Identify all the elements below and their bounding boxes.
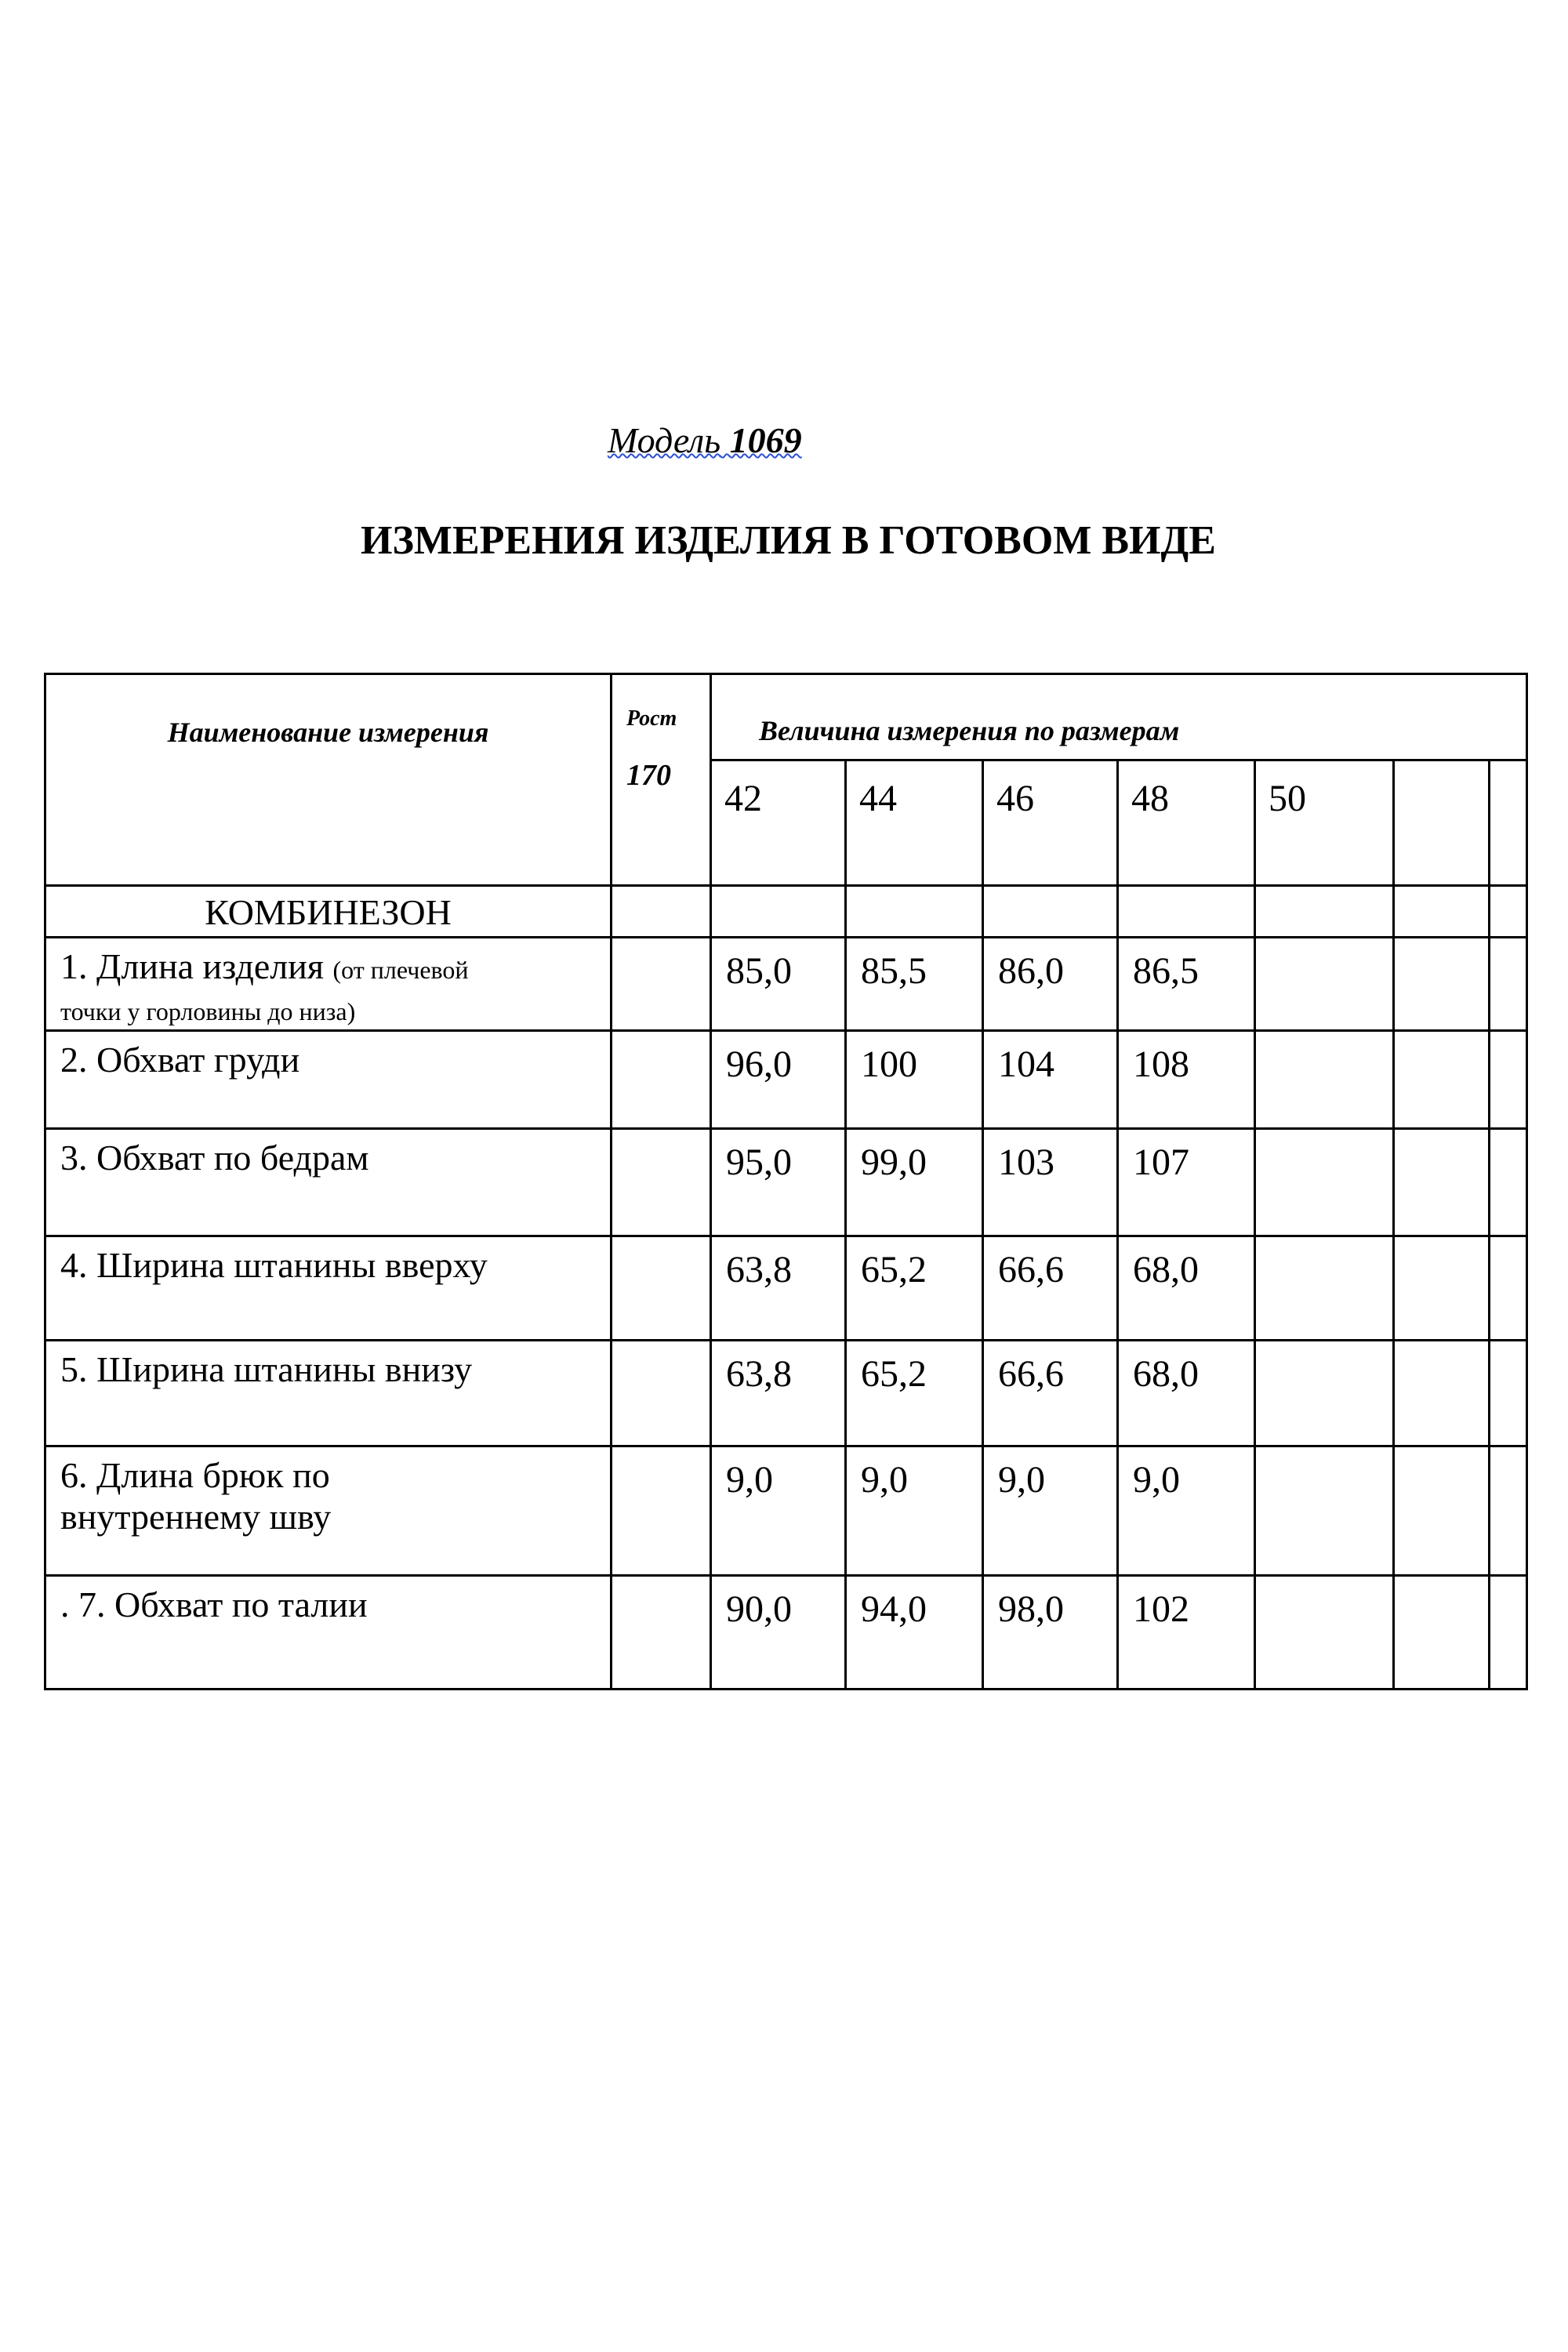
value-cell: 68,0 xyxy=(1118,1340,1255,1446)
height-cell xyxy=(612,1446,711,1575)
table-row xyxy=(45,1236,1527,1340)
value-cell: 9,0 xyxy=(846,1446,983,1575)
table-row xyxy=(45,1575,1527,1689)
size-header xyxy=(1490,760,1527,886)
value-cell: 103 xyxy=(983,1128,1118,1236)
value-cell: 96,0 xyxy=(711,1030,846,1128)
value-cell: 98,0 xyxy=(983,1575,1118,1689)
measurement-name: . 7. Обхват по талии xyxy=(45,1575,612,1689)
size-header: 44 xyxy=(846,760,983,886)
value-cell: 9,0 xyxy=(1118,1446,1255,1575)
size-header: 46 xyxy=(983,760,1118,886)
measurement-name: 4. Ширина штанины вверху xyxy=(45,1236,612,1340)
value-cell xyxy=(1255,1030,1394,1128)
size-header xyxy=(1394,760,1490,886)
model-word: Модель xyxy=(608,420,721,460)
height-cell xyxy=(612,1236,711,1340)
empty-cell xyxy=(983,886,1118,938)
value-cell: 9,0 xyxy=(711,1446,846,1575)
value-cell xyxy=(1255,938,1394,1031)
empty-cell xyxy=(1255,886,1394,938)
height-label: Рост xyxy=(626,706,677,731)
value-cell: 66,6 xyxy=(983,1340,1118,1446)
value-cell: 65,2 xyxy=(846,1340,983,1446)
value-cell xyxy=(1255,1128,1394,1236)
value-cell xyxy=(1490,1030,1527,1128)
value-cell xyxy=(1490,1446,1527,1575)
value-cell: 108 xyxy=(1118,1030,1255,1128)
size-header: 50 xyxy=(1255,760,1394,886)
value-cell xyxy=(1394,1128,1490,1236)
table-row xyxy=(45,1030,1527,1128)
size-header: 48 xyxy=(1118,760,1255,886)
sizes-span-header: Величина измерения по размерам xyxy=(711,674,1527,760)
value-cell xyxy=(1490,1128,1527,1236)
value-cell xyxy=(1394,1030,1490,1128)
value-cell: 94,0 xyxy=(846,1575,983,1689)
measurement-title-line2: внутреннему шву xyxy=(60,1496,332,1537)
value-cell: 65,2 xyxy=(846,1236,983,1340)
height-cell xyxy=(612,1340,711,1446)
value-cell: 85,5 xyxy=(846,938,983,1031)
model-label xyxy=(608,419,802,461)
value-cell xyxy=(1394,938,1490,1031)
section-label: КОМБИНЕЗОН xyxy=(45,886,612,938)
value-cell: 63,8 xyxy=(711,1236,846,1340)
table-row xyxy=(45,1340,1527,1446)
value-cell xyxy=(1490,1340,1527,1446)
value-cell xyxy=(1490,938,1527,1031)
value-cell: 90,0 xyxy=(711,1575,846,1689)
document-title: ИЗМЕРЕНИЯ ИЗДЕЛИЯ В ГОТОВОМ ВИДЕ xyxy=(361,518,1216,563)
height-cell xyxy=(612,1030,711,1128)
value-cell: 95,0 xyxy=(711,1128,846,1236)
value-cell xyxy=(1255,1575,1394,1689)
value-cell: 86,5 xyxy=(1118,938,1255,1031)
value-cell xyxy=(1255,1446,1394,1575)
value-cell xyxy=(1490,1236,1527,1340)
value-cell: 102 xyxy=(1118,1575,1255,1689)
empty-cell xyxy=(612,886,711,938)
value-cell: 66,6 xyxy=(983,1236,1118,1340)
height-cell xyxy=(612,1128,711,1236)
measurement-title: 1. Длина изделия xyxy=(60,946,324,986)
measurement-name-header: Наименование измерения xyxy=(45,674,612,886)
measurement-note-line2: точки у горловины до низа) xyxy=(60,996,356,1025)
measurement-note: (от плечевой xyxy=(332,956,469,984)
value-cell: 99,0 xyxy=(846,1128,983,1236)
value-cell xyxy=(1394,1575,1490,1689)
value-cell xyxy=(1490,1575,1527,1689)
measurement-name xyxy=(45,1446,612,1575)
measurement-name: 2. Обхват груди xyxy=(45,1030,612,1128)
empty-cell xyxy=(1490,886,1527,938)
value-cell xyxy=(1394,1446,1490,1575)
value-cell: 107 xyxy=(1118,1128,1255,1236)
measurement-name: 5. Ширина штанины внизу xyxy=(45,1340,612,1446)
value-cell xyxy=(1394,1236,1490,1340)
empty-cell xyxy=(846,886,983,938)
height-cell xyxy=(612,938,711,1031)
value-cell xyxy=(1255,1340,1394,1446)
measurement-name xyxy=(45,938,612,1031)
empty-cell xyxy=(711,886,846,938)
table-row xyxy=(45,1446,1527,1575)
table-row xyxy=(45,1128,1527,1236)
value-cell: 104 xyxy=(983,1030,1118,1128)
empty-cell xyxy=(1394,886,1490,938)
height-header xyxy=(612,674,711,886)
value-cell: 100 xyxy=(846,1030,983,1128)
height-cell xyxy=(612,1575,711,1689)
model-number: 1069 xyxy=(729,420,802,460)
value-cell: 68,0 xyxy=(1118,1236,1255,1340)
size-header: 42 xyxy=(711,760,846,886)
value-cell xyxy=(1394,1340,1490,1446)
value-cell: 63,8 xyxy=(711,1340,846,1446)
measurement-title: 6. Длина брюк по xyxy=(60,1454,330,1495)
value-cell: 86,0 xyxy=(983,938,1118,1031)
empty-cell xyxy=(1118,886,1255,938)
measurements-table xyxy=(44,673,1528,1690)
height-value: 170 xyxy=(626,759,671,792)
measurement-name: 3. Обхват по бедрам xyxy=(45,1128,612,1236)
table-row xyxy=(45,938,1527,1031)
value-cell: 85,0 xyxy=(711,938,846,1031)
value-cell xyxy=(1255,1236,1394,1340)
value-cell: 9,0 xyxy=(983,1446,1118,1575)
